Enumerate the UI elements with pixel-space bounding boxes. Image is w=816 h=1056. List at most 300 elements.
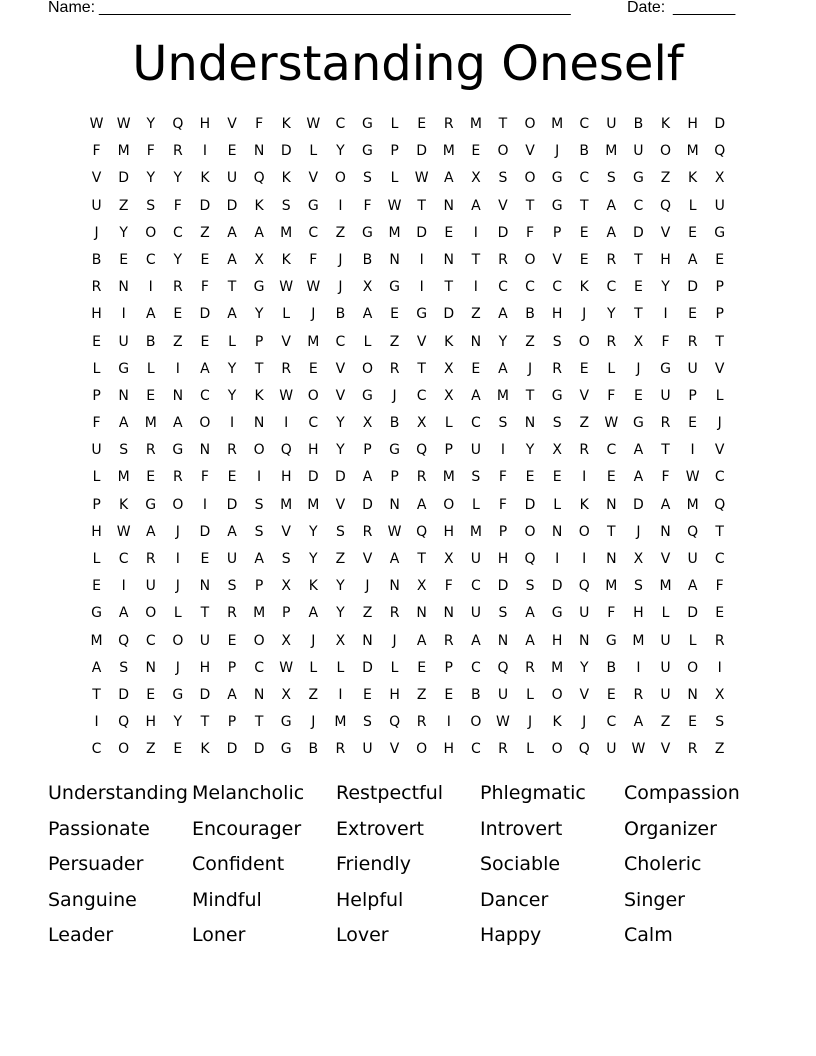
grid-letter: B <box>471 686 481 703</box>
grid-letter: P <box>390 143 399 160</box>
grid-letter: N <box>416 605 427 622</box>
grid-letter: C <box>579 170 590 187</box>
grid-letter: M <box>144 415 157 432</box>
grid-letter: V <box>579 387 590 404</box>
grid-letter: K <box>444 333 454 350</box>
grid-letter: L <box>553 496 562 513</box>
grid-letter: D <box>199 306 211 323</box>
grid-letter: M <box>469 523 482 540</box>
grid-letter: Y <box>336 415 345 432</box>
grid-letter: F <box>146 143 155 160</box>
grid-letter: E <box>200 333 210 350</box>
grid-letter: D <box>714 116 726 132</box>
grid-letter: Q <box>389 714 401 731</box>
grid-letter: E <box>146 387 156 404</box>
grid-letter: H <box>497 551 509 567</box>
grid-letter: S <box>498 415 508 432</box>
grid-letter: B <box>389 415 400 432</box>
word-list-item: Passionate <box>48 817 150 840</box>
grid-letter: M <box>686 143 699 160</box>
grid-letter: C <box>525 279 535 296</box>
grid-letter: T <box>715 523 724 540</box>
grid-letter: I <box>338 197 343 214</box>
grid-letter: R <box>362 523 373 540</box>
grid-letter: Y <box>336 442 345 459</box>
grid-letter: U <box>199 632 211 649</box>
grid-letter: A <box>118 605 129 622</box>
grid-letter: X <box>633 333 644 350</box>
grid-letter: L <box>715 387 724 404</box>
grid-letter: Q <box>118 632 130 649</box>
grid-letter: E <box>308 360 318 377</box>
grid-letter: J <box>636 360 641 377</box>
word-list-item: Restpectful <box>336 782 444 804</box>
word-list-item: Compassion <box>624 782 740 804</box>
grid-letter: C <box>606 442 617 459</box>
grid-letter: R <box>145 551 156 567</box>
grid-letter: V <box>91 170 102 187</box>
grid-letter: J <box>311 632 316 649</box>
grid-letter: A <box>471 197 481 214</box>
grid-letter: N <box>253 415 265 432</box>
word-list-item: Introvert <box>480 817 563 840</box>
grid-letter: U <box>497 686 509 703</box>
grid-letter: Y <box>309 523 318 540</box>
grid-letter: I <box>446 714 451 731</box>
grid-letter: T <box>227 279 237 296</box>
word-list-item: Loner <box>192 924 246 946</box>
grid-letter: H <box>145 714 156 731</box>
grid-letter: V <box>335 360 346 377</box>
word-list-item: Mindful <box>192 888 262 911</box>
grid-letter: X <box>416 415 427 432</box>
grid-letter: D <box>497 578 509 595</box>
grid-letter: O <box>660 143 672 160</box>
grid-letter: G <box>389 279 400 296</box>
grid-letter: J <box>717 415 722 432</box>
grid-letter: F <box>309 251 318 268</box>
grid-letter: E <box>227 143 237 160</box>
grid-letter: P <box>92 387 101 404</box>
grid-letter: V <box>660 741 671 758</box>
grid-letter: X <box>281 686 291 703</box>
grid-letter: L <box>173 605 182 622</box>
grid-letter: D <box>226 197 238 214</box>
grid-letter: R <box>606 251 617 268</box>
grid-letter: F <box>200 279 209 296</box>
grid-letter: F <box>661 333 670 350</box>
grid-letter: I <box>582 469 587 486</box>
grid-letter: Q <box>578 741 590 758</box>
grid-letter: R <box>714 632 725 649</box>
grid-letter: Z <box>660 714 671 731</box>
grid-letter: Y <box>173 251 183 268</box>
grid-letter: Y <box>336 605 345 622</box>
word-list-item: Singer <box>624 888 685 911</box>
grid-letter: H <box>199 116 211 132</box>
grid-letter: U <box>687 551 698 567</box>
grid-letter: O <box>578 333 590 350</box>
grid-letter: B <box>91 251 102 268</box>
grid-letter: C <box>470 578 481 595</box>
grid-row <box>83 329 733 356</box>
grid-letter: I <box>257 469 262 486</box>
grid-letter: Y <box>607 306 616 323</box>
grid-letter: E <box>606 469 616 486</box>
grid-row <box>83 492 733 519</box>
grid-letter: Y <box>173 170 183 187</box>
grid-letter: X <box>443 551 454 567</box>
grid-letter: E <box>173 306 183 323</box>
grid-letter: B <box>335 306 346 323</box>
grid-letter: G <box>362 116 373 132</box>
grid-letter: P <box>444 659 453 676</box>
grid-letter: I <box>121 306 126 323</box>
grid-letter: D <box>416 143 428 160</box>
grid-letter: T <box>607 523 616 540</box>
grid-letter: T <box>200 714 210 731</box>
grid-letter: N <box>253 686 265 703</box>
grid-letter: T <box>417 551 426 567</box>
grid-letter: D <box>226 496 238 513</box>
grid-letter: N <box>606 551 617 567</box>
grid-letter: C <box>470 415 481 432</box>
grid-row <box>83 628 733 655</box>
word-list-item: Persuader <box>48 853 144 875</box>
grid-letter: D <box>118 170 130 187</box>
grid-letter: R <box>687 741 698 758</box>
grid-letter: F <box>444 578 453 595</box>
grid-letter: K <box>579 496 589 513</box>
grid-letter: D <box>199 686 211 703</box>
grid-letter: L <box>688 632 697 649</box>
grid-letter: A <box>362 469 373 486</box>
grid-letter: O <box>118 741 130 758</box>
grid-letter: C <box>714 551 725 567</box>
grid-letter: X <box>362 415 373 432</box>
grid-letter: D <box>633 224 644 241</box>
grid-letter: Z <box>525 333 535 350</box>
grid-letter: A <box>606 197 617 214</box>
grid-letter: M <box>659 578 672 595</box>
grid-letter: A <box>227 523 237 540</box>
grid-letter: H <box>443 523 455 540</box>
grid-letter: C <box>335 333 346 350</box>
grid-letter: O <box>253 442 265 459</box>
grid-letter: L <box>688 197 697 214</box>
grid-letter: Y <box>146 170 156 187</box>
grid-letter: L <box>661 605 670 622</box>
grid-letter: E <box>471 143 481 160</box>
grid-letter: A <box>227 686 237 703</box>
grid-letter: Y <box>661 279 670 296</box>
grid-row <box>83 138 733 165</box>
grid-letter: M <box>280 224 293 241</box>
grid-letter: S <box>552 415 562 432</box>
grid-letter: I <box>175 360 180 377</box>
grid-letter: J <box>527 714 533 731</box>
grid-row <box>83 709 733 736</box>
word-list-item: Helpful <box>336 888 404 911</box>
grid-letter: I <box>419 279 424 296</box>
grid-letter: T <box>92 686 101 703</box>
grid-letter: G <box>362 224 373 241</box>
grid-letter: F <box>715 578 724 595</box>
grid-letter: C <box>498 279 508 296</box>
grid-letter: P <box>227 714 237 731</box>
grid-letter: D <box>307 469 319 486</box>
grid-letter: O <box>524 523 536 540</box>
grid-letter: C <box>200 387 210 404</box>
grid-letter: K <box>308 578 318 595</box>
grid-letter: S <box>552 333 562 350</box>
grid-letter: W <box>116 116 131 132</box>
grid-letter: C <box>145 632 156 649</box>
grid-letter: U <box>633 143 644 160</box>
grid-letter: D <box>551 578 563 595</box>
grid-letter: V <box>281 333 291 350</box>
grid-letter: B <box>633 116 644 132</box>
grid-letter: U <box>660 387 671 404</box>
grid-letter: C <box>470 741 481 758</box>
grid-letter: I <box>419 251 424 268</box>
grid-letter: G <box>389 442 400 459</box>
grid-letter: H <box>199 659 211 676</box>
grid-letter: N <box>389 496 400 513</box>
grid-letter: R <box>606 333 617 350</box>
grid-row <box>83 546 733 573</box>
grid-letter: Y <box>227 387 237 404</box>
grid-letter: Q <box>497 659 509 676</box>
grid-letter: X <box>416 578 427 595</box>
date-label: Date: <box>627 0 666 16</box>
grid-letter: T <box>417 360 426 377</box>
grid-letter: F <box>92 415 101 432</box>
word-list-item: Encourager <box>192 817 302 840</box>
grid-letter: M <box>117 143 130 160</box>
grid-letter: A <box>118 415 129 432</box>
grid-letter: P <box>715 279 724 296</box>
grid-letter: R <box>172 279 183 296</box>
grid-letter: F <box>363 197 372 214</box>
grid-letter: Z <box>335 224 346 241</box>
grid-letter: F <box>607 387 616 404</box>
grid-letter: L <box>282 306 291 323</box>
grid-letter: E <box>688 714 698 731</box>
grid-letter: D <box>633 496 644 513</box>
grid-letter: A <box>254 551 264 567</box>
grid-letter: Y <box>146 116 156 132</box>
grid-letter: M <box>90 632 103 649</box>
grid-letter: M <box>442 143 455 160</box>
grid-letter: R <box>145 442 156 459</box>
grid-letter: T <box>254 360 264 377</box>
grid-letter: U <box>579 605 590 622</box>
grid-letter: N <box>687 686 698 703</box>
grid-letter: N <box>443 605 454 622</box>
grid-row <box>83 193 733 220</box>
grid-letter: S <box>606 170 616 187</box>
grid-letter: E <box>688 306 698 323</box>
grid-letter: H <box>687 116 698 132</box>
grid-letter: A <box>389 551 400 567</box>
grid-letter: V <box>579 686 590 703</box>
grid-letter: N <box>606 496 617 513</box>
grid-letter: L <box>309 143 318 160</box>
grid-letter: W <box>685 469 700 486</box>
word-list-item: Choleric <box>624 853 702 875</box>
grid-letter: E <box>633 279 643 296</box>
grid-letter: L <box>92 360 101 377</box>
grid-letter: C <box>335 116 346 132</box>
grid-letter: T <box>444 279 454 296</box>
grid-letter: K <box>119 496 129 513</box>
grid-letter: I <box>148 279 153 296</box>
grid-letter: X <box>443 360 454 377</box>
word-list-item: Friendly <box>336 853 411 875</box>
grid-row <box>83 519 733 546</box>
grid-letter: Y <box>173 714 183 731</box>
grid-letter: K <box>281 116 291 132</box>
grid-letter: A <box>498 360 508 377</box>
grid-letter: A <box>173 415 183 432</box>
grid-row <box>83 274 733 301</box>
grid-letter: K <box>579 279 589 296</box>
grid-row <box>83 600 733 627</box>
grid-letter: W <box>604 415 619 432</box>
grid-letter: N <box>362 632 373 649</box>
grid-letter: X <box>281 632 291 649</box>
grid-letter: E <box>606 686 616 703</box>
grid-letter: C <box>118 551 129 567</box>
grid-letter: F <box>607 605 616 622</box>
word-list-item: Dancer <box>480 888 549 911</box>
grid-letter: A <box>227 224 237 241</box>
grid-letter: A <box>200 360 210 377</box>
grid-letter: W <box>306 279 321 296</box>
grid-letter: W <box>306 116 321 132</box>
grid-letter: U <box>118 333 129 350</box>
grid-letter: L <box>607 360 616 377</box>
grid-letter: P <box>498 523 508 540</box>
grid-letter: U <box>660 632 671 649</box>
grid-letter: G <box>172 686 184 703</box>
grid-letter: U <box>714 197 725 214</box>
grid-letter: M <box>605 578 618 595</box>
grid-letter: R <box>579 442 590 459</box>
grid-letter: M <box>280 496 293 513</box>
grid-letter: C <box>579 116 590 132</box>
grid-letter: O <box>524 170 536 187</box>
grid-letter: Y <box>227 360 237 377</box>
grid-letter: X <box>714 170 725 187</box>
grid-letter: V <box>335 387 346 404</box>
grid-letter: Y <box>579 659 589 676</box>
grid-letter: M <box>469 116 482 132</box>
grid-letter: P <box>444 442 453 459</box>
grid-letter: W <box>387 197 402 214</box>
grid-letter: W <box>279 387 294 404</box>
grid-letter: V <box>525 143 535 160</box>
grid-letter: K <box>688 170 698 187</box>
grid-letter: Z <box>389 333 400 350</box>
grid-letter: N <box>253 143 265 160</box>
grid-letter: I <box>555 551 560 567</box>
grid-letter: E <box>579 224 589 241</box>
word-list-item: Sanguine <box>48 888 137 911</box>
grid-row <box>83 437 733 464</box>
grid-letter: D <box>226 741 238 758</box>
grid-letter: X <box>254 251 264 268</box>
grid-letter: R <box>552 360 562 377</box>
grid-row <box>83 111 733 138</box>
grid-letter: A <box>633 469 644 486</box>
grid-letter: W <box>414 170 429 187</box>
grid-letter: A <box>660 496 671 513</box>
grid-letter: M <box>632 632 645 649</box>
grid-letter: Z <box>660 170 671 187</box>
grid-letter: P <box>363 442 372 459</box>
grid-letter: Q <box>714 143 726 160</box>
grid-letter: E <box>363 686 372 703</box>
grid-letter: T <box>525 197 535 214</box>
word-list-item: Organizer <box>624 817 717 840</box>
grid-row <box>83 655 733 682</box>
grid-letter: P <box>390 469 399 486</box>
grid-letter: J <box>175 659 180 676</box>
grid-row <box>83 410 733 437</box>
grid-letter: A <box>525 632 535 649</box>
grid-letter: S <box>363 170 372 187</box>
word-list-item: Happy <box>480 924 542 946</box>
grid-letter: R <box>525 659 535 676</box>
grid-letter: G <box>362 143 373 160</box>
grid-letter: Q <box>253 170 265 187</box>
grid-letter: Y <box>119 224 128 241</box>
grid-letter: O <box>497 143 509 160</box>
header <box>48 0 748 20</box>
grid-row <box>83 736 733 763</box>
grid-letter: Y <box>336 143 345 160</box>
grid-letter: J <box>582 306 587 323</box>
grid-row <box>83 464 733 491</box>
grid-letter: J <box>338 279 343 296</box>
grid-letter: R <box>443 632 454 649</box>
grid-letter: Y <box>525 442 535 459</box>
grid-letter: E <box>525 469 535 486</box>
grid-letter: D <box>687 605 698 622</box>
grid-letter: T <box>498 116 508 132</box>
grid-letter: J <box>555 143 560 160</box>
grid-letter: S <box>119 659 129 676</box>
grid-letter: L <box>390 116 399 132</box>
grid-letter: X <box>281 578 291 595</box>
grid-letter: S <box>146 197 156 214</box>
grid-letter: O <box>470 714 482 731</box>
grid-letter: O <box>361 360 373 377</box>
grid-letter: T <box>254 714 264 731</box>
grid-row <box>83 383 733 410</box>
grid-letter: G <box>91 605 102 622</box>
name-label: Name: <box>48 0 96 16</box>
grid-letter: A <box>254 224 264 241</box>
grid-letter: E <box>579 251 589 268</box>
grid-letter: T <box>417 197 426 214</box>
grid-letter: V <box>281 523 291 540</box>
grid-letter: C <box>606 279 617 296</box>
grid-letter: S <box>119 442 129 459</box>
grid-letter: I <box>121 578 126 595</box>
